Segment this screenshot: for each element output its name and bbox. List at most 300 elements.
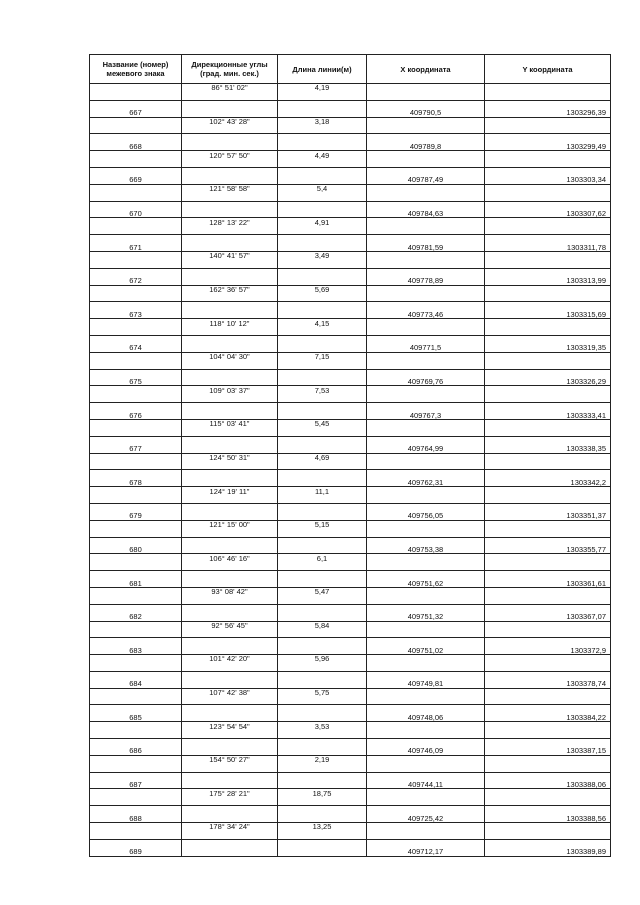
x-coordinate-cell-text: 409781,59 bbox=[407, 242, 444, 252]
point-name-cell bbox=[90, 335, 182, 352]
segment-row bbox=[90, 789, 611, 806]
point-name-cell-text: 679 bbox=[129, 511, 142, 521]
segment-name-cell bbox=[90, 520, 182, 537]
direction-angle-cell-text: 107° 42' 38" bbox=[209, 688, 250, 698]
direction-angle-cell bbox=[182, 285, 278, 302]
segment-y-cell bbox=[485, 755, 611, 772]
segment-y-cell bbox=[485, 352, 611, 369]
line-length-cell bbox=[278, 352, 367, 369]
y-coordinate-cell bbox=[485, 403, 611, 420]
segment-name-cell bbox=[90, 453, 182, 470]
x-coordinate-cell-text: 409771,5 bbox=[409, 343, 442, 353]
point-angle-cell bbox=[182, 671, 278, 688]
x-coordinate-cell bbox=[367, 335, 485, 352]
line-length-cell bbox=[278, 587, 367, 604]
x-coordinate-cell bbox=[367, 705, 485, 722]
line-length-cell-text: 5,4 bbox=[316, 184, 328, 194]
segment-name-cell bbox=[90, 218, 182, 235]
segment-row bbox=[90, 218, 611, 235]
segment-name-cell bbox=[90, 823, 182, 840]
point-name-cell bbox=[90, 134, 182, 151]
line-length-cell bbox=[278, 688, 367, 705]
direction-angle-cell bbox=[182, 655, 278, 672]
point-row bbox=[90, 302, 611, 319]
direction-angle-cell bbox=[182, 184, 278, 201]
direction-angle-cell bbox=[182, 587, 278, 604]
segment-row bbox=[90, 84, 611, 101]
direction-angle-cell bbox=[182, 520, 278, 537]
point-angle-cell bbox=[182, 739, 278, 756]
direction-angle-cell bbox=[182, 151, 278, 168]
point-row bbox=[90, 268, 611, 285]
segment-y-cell bbox=[485, 419, 611, 436]
point-row bbox=[90, 571, 611, 588]
segment-row bbox=[90, 587, 611, 604]
y-coordinate-cell bbox=[485, 604, 611, 621]
point-row bbox=[90, 503, 611, 520]
header-direction-angle: Дирекционные углы (град. мин. сек.) bbox=[182, 55, 278, 84]
segment-x-cell bbox=[367, 655, 485, 672]
point-name-cell bbox=[90, 268, 182, 285]
y-coordinate-cell-text: 1303299,49 bbox=[566, 141, 606, 151]
segment-name-cell bbox=[90, 151, 182, 168]
y-coordinate-cell-text: 1303307,62 bbox=[566, 208, 606, 218]
point-name-cell-text: 681 bbox=[129, 578, 142, 588]
point-row bbox=[90, 369, 611, 386]
point-angle-cell bbox=[182, 638, 278, 655]
segment-x-cell bbox=[367, 487, 485, 504]
line-length-cell bbox=[278, 655, 367, 672]
y-coordinate-cell-text: 1303378,74 bbox=[566, 679, 606, 689]
point-length-cell bbox=[278, 201, 367, 218]
y-coordinate-cell-text: 1303296,39 bbox=[566, 108, 606, 118]
segment-name-cell bbox=[90, 688, 182, 705]
line-length-cell-text: 18,75 bbox=[312, 788, 332, 798]
point-angle-cell bbox=[182, 235, 278, 252]
segment-x-cell bbox=[367, 722, 485, 739]
y-coordinate-cell bbox=[485, 671, 611, 688]
y-coordinate-cell-text: 1303389,89 bbox=[566, 847, 606, 857]
point-row bbox=[90, 772, 611, 789]
point-length-cell bbox=[278, 671, 367, 688]
y-coordinate-cell bbox=[485, 201, 611, 218]
segment-row bbox=[90, 419, 611, 436]
point-name-cell bbox=[90, 739, 182, 756]
direction-angle-cell bbox=[182, 419, 278, 436]
direction-angle-cell-text: 121° 58' 58" bbox=[209, 184, 250, 194]
direction-angle-cell-text: 106° 46' 16" bbox=[209, 553, 250, 563]
segment-x-cell bbox=[367, 218, 485, 235]
y-coordinate-cell-text: 1303319,35 bbox=[566, 343, 606, 353]
direction-angle-cell bbox=[182, 117, 278, 134]
point-name-cell-text: 682 bbox=[129, 612, 142, 622]
line-length-cell bbox=[278, 184, 367, 201]
line-length-cell-text: 4,69 bbox=[314, 452, 330, 462]
segment-y-cell bbox=[485, 487, 611, 504]
segment-name-cell bbox=[90, 722, 182, 739]
point-angle-cell bbox=[182, 537, 278, 554]
line-length-cell bbox=[278, 251, 367, 268]
y-coordinate-cell bbox=[485, 100, 611, 117]
header-point-name: Название (номер) межевого знака bbox=[90, 55, 182, 84]
x-coordinate-cell-text: 409773,46 bbox=[407, 309, 444, 319]
segment-x-cell bbox=[367, 84, 485, 101]
segment-y-cell bbox=[485, 251, 611, 268]
direction-angle-cell bbox=[182, 823, 278, 840]
x-coordinate-cell bbox=[367, 806, 485, 823]
segment-row bbox=[90, 319, 611, 336]
segment-x-cell bbox=[367, 352, 485, 369]
line-length-cell bbox=[278, 621, 367, 638]
y-coordinate-cell bbox=[485, 436, 611, 453]
x-coordinate-cell-text: 409790,5 bbox=[409, 108, 442, 118]
segment-name-cell bbox=[90, 789, 182, 806]
segment-row bbox=[90, 755, 611, 772]
point-row bbox=[90, 167, 611, 184]
direction-angle-cell bbox=[182, 722, 278, 739]
direction-angle-cell bbox=[182, 386, 278, 403]
y-coordinate-cell-text: 1303338,35 bbox=[566, 444, 606, 454]
point-name-cell-text: 674 bbox=[129, 343, 142, 353]
point-name-cell bbox=[90, 403, 182, 420]
point-angle-cell bbox=[182, 772, 278, 789]
segment-y-cell bbox=[485, 655, 611, 672]
line-length-cell-text: 4,19 bbox=[314, 83, 330, 93]
y-coordinate-cell bbox=[485, 503, 611, 520]
point-row bbox=[90, 839, 611, 856]
segment-y-cell bbox=[485, 386, 611, 403]
segment-name-cell bbox=[90, 184, 182, 201]
segment-name-cell bbox=[90, 419, 182, 436]
direction-angle-cell-text: 124° 19' 11" bbox=[209, 486, 250, 496]
line-length-cell bbox=[278, 789, 367, 806]
x-coordinate-cell-text: 409764,99 bbox=[407, 444, 444, 454]
point-name-cell-text: 668 bbox=[129, 141, 142, 151]
point-angle-cell bbox=[182, 806, 278, 823]
point-name-cell bbox=[90, 839, 182, 856]
x-coordinate-cell-text: 409767,3 bbox=[409, 410, 442, 420]
segment-y-cell bbox=[485, 688, 611, 705]
point-length-cell bbox=[278, 739, 367, 756]
point-length-cell bbox=[278, 571, 367, 588]
x-coordinate-cell bbox=[367, 302, 485, 319]
point-row bbox=[90, 671, 611, 688]
point-name-cell-text: 677 bbox=[129, 444, 142, 454]
point-name-cell-text: 684 bbox=[129, 679, 142, 689]
line-length-cell-text: 3,49 bbox=[314, 251, 330, 261]
segment-y-cell bbox=[485, 554, 611, 571]
point-row bbox=[90, 705, 611, 722]
point-row bbox=[90, 537, 611, 554]
segment-name-cell bbox=[90, 84, 182, 101]
line-length-cell bbox=[278, 285, 367, 302]
point-row bbox=[90, 638, 611, 655]
y-coordinate-cell-text: 1303388,56 bbox=[566, 813, 606, 823]
line-length-cell bbox=[278, 722, 367, 739]
x-coordinate-cell bbox=[367, 134, 485, 151]
direction-angle-cell-text: 162° 36' 57" bbox=[209, 284, 250, 294]
line-length-cell-text: 4,15 bbox=[314, 318, 330, 328]
x-coordinate-cell-text: 409751,62 bbox=[407, 578, 444, 588]
point-length-cell bbox=[278, 369, 367, 386]
x-coordinate-cell bbox=[367, 167, 485, 184]
direction-angle-cell bbox=[182, 688, 278, 705]
point-row bbox=[90, 201, 611, 218]
segment-row bbox=[90, 487, 611, 504]
point-length-cell bbox=[278, 537, 367, 554]
direction-angle-cell bbox=[182, 789, 278, 806]
y-coordinate-cell bbox=[485, 369, 611, 386]
point-row bbox=[90, 235, 611, 252]
direction-angle-cell-text: 121° 15' 00" bbox=[209, 520, 250, 530]
y-coordinate-cell-text: 1303315,69 bbox=[566, 309, 606, 319]
x-coordinate-cell bbox=[367, 201, 485, 218]
point-name-cell-text: 673 bbox=[129, 309, 142, 319]
line-length-cell bbox=[278, 755, 367, 772]
y-coordinate-cell bbox=[485, 705, 611, 722]
segment-row bbox=[90, 823, 611, 840]
point-length-cell bbox=[278, 806, 367, 823]
point-length-cell bbox=[278, 335, 367, 352]
x-coordinate-cell bbox=[367, 268, 485, 285]
header-line-length: Длина линии(м) bbox=[278, 55, 367, 84]
x-coordinate-cell bbox=[367, 470, 485, 487]
x-coordinate-cell-text: 409756,05 bbox=[407, 511, 444, 521]
segment-x-cell bbox=[367, 319, 485, 336]
y-coordinate-cell-text: 1303388,06 bbox=[566, 780, 606, 790]
segment-y-cell bbox=[485, 84, 611, 101]
x-coordinate-cell bbox=[367, 772, 485, 789]
segment-y-cell bbox=[485, 218, 611, 235]
segment-name-cell bbox=[90, 352, 182, 369]
direction-angle-cell-text: 93° 08' 42" bbox=[211, 587, 248, 597]
x-coordinate-cell-text: 409778,89 bbox=[407, 276, 444, 286]
point-name-cell-text: 683 bbox=[129, 645, 142, 655]
point-length-cell bbox=[278, 638, 367, 655]
y-coordinate-cell-text: 1303313,99 bbox=[566, 276, 606, 286]
point-angle-cell bbox=[182, 705, 278, 722]
x-coordinate-cell-text: 409746,09 bbox=[407, 746, 444, 756]
x-coordinate-cell bbox=[367, 436, 485, 453]
x-coordinate-cell bbox=[367, 604, 485, 621]
y-coordinate-cell-text: 1303342,2 bbox=[570, 477, 606, 487]
line-length-cell-text: 6,1 bbox=[316, 553, 328, 563]
segment-y-cell bbox=[485, 789, 611, 806]
segment-name-cell bbox=[90, 117, 182, 134]
table-body bbox=[90, 84, 611, 857]
x-coordinate-cell-text: 409784,63 bbox=[407, 208, 444, 218]
segment-row bbox=[90, 251, 611, 268]
point-angle-cell bbox=[182, 571, 278, 588]
point-length-cell bbox=[278, 436, 367, 453]
y-coordinate-cell bbox=[485, 806, 611, 823]
line-length-cell-text: 3,53 bbox=[314, 721, 330, 731]
segment-name-cell bbox=[90, 655, 182, 672]
x-coordinate-cell-text: 409749,81 bbox=[407, 679, 444, 689]
y-coordinate-cell bbox=[485, 134, 611, 151]
point-length-cell bbox=[278, 100, 367, 117]
point-angle-cell bbox=[182, 167, 278, 184]
point-name-cell-text: 678 bbox=[129, 477, 142, 487]
x-coordinate-cell-text: 409725,42 bbox=[407, 813, 444, 823]
direction-angle-cell-text: 86° 51' 02" bbox=[211, 83, 248, 93]
x-coordinate-cell bbox=[367, 671, 485, 688]
segment-x-cell bbox=[367, 520, 485, 537]
x-coordinate-cell-text: 409744,11 bbox=[408, 780, 443, 790]
segment-y-cell bbox=[485, 184, 611, 201]
direction-angle-cell bbox=[182, 352, 278, 369]
segment-x-cell bbox=[367, 251, 485, 268]
segment-x-cell bbox=[367, 285, 485, 302]
direction-angle-cell-text: 124° 50' 31" bbox=[209, 452, 250, 462]
direction-angle-cell-text: 92° 56' 45" bbox=[211, 620, 248, 630]
line-length-cell-text: 13,25 bbox=[312, 822, 332, 832]
x-coordinate-cell bbox=[367, 403, 485, 420]
point-name-cell-text: 672 bbox=[129, 276, 142, 286]
point-row bbox=[90, 134, 611, 151]
segment-x-cell bbox=[367, 453, 485, 470]
y-coordinate-cell bbox=[485, 571, 611, 588]
point-name-cell bbox=[90, 705, 182, 722]
y-coordinate-cell-text: 1303367,07 bbox=[566, 612, 606, 622]
line-length-cell bbox=[278, 319, 367, 336]
table-header-row bbox=[90, 55, 611, 84]
direction-angle-cell-text: 123° 54' 54" bbox=[209, 721, 250, 731]
point-row bbox=[90, 604, 611, 621]
y-coordinate-cell-text: 1303387,15 bbox=[566, 746, 606, 756]
point-row bbox=[90, 100, 611, 117]
point-row bbox=[90, 470, 611, 487]
point-name-cell bbox=[90, 604, 182, 621]
direction-angle-cell bbox=[182, 554, 278, 571]
line-length-cell-text: 5,84 bbox=[314, 620, 330, 630]
point-name-cell-text: 669 bbox=[129, 175, 142, 185]
line-length-cell-text: 7,15 bbox=[314, 352, 330, 362]
segment-name-cell bbox=[90, 319, 182, 336]
x-coordinate-cell bbox=[367, 100, 485, 117]
segment-x-cell bbox=[367, 554, 485, 571]
segment-row bbox=[90, 520, 611, 537]
segment-row bbox=[90, 151, 611, 168]
y-coordinate-cell bbox=[485, 268, 611, 285]
x-coordinate-cell-text: 409751,32 bbox=[407, 612, 444, 622]
point-length-cell bbox=[278, 403, 367, 420]
direction-angle-cell-text: 175° 28' 21" bbox=[209, 788, 250, 798]
segment-x-cell bbox=[367, 587, 485, 604]
y-coordinate-cell bbox=[485, 335, 611, 352]
direction-angle-cell-text: 140° 41' 57" bbox=[209, 251, 250, 261]
y-coordinate-cell-text: 1303326,29 bbox=[566, 376, 606, 386]
segment-x-cell bbox=[367, 789, 485, 806]
direction-angle-cell bbox=[182, 755, 278, 772]
point-length-cell bbox=[278, 772, 367, 789]
point-angle-cell bbox=[182, 839, 278, 856]
y-coordinate-cell-text: 1303361,61 bbox=[566, 578, 606, 588]
line-length-cell-text: 5,15 bbox=[314, 520, 330, 530]
line-length-cell-text: 4,49 bbox=[314, 150, 330, 160]
y-coordinate-cell-text: 1303351,37 bbox=[566, 511, 606, 521]
y-coordinate-cell-text: 1303384,22 bbox=[566, 712, 606, 722]
point-length-cell bbox=[278, 839, 367, 856]
direction-angle-cell bbox=[182, 487, 278, 504]
direction-angle-cell bbox=[182, 319, 278, 336]
segment-x-cell bbox=[367, 386, 485, 403]
point-length-cell bbox=[278, 503, 367, 520]
segment-x-cell bbox=[367, 823, 485, 840]
line-length-cell-text: 5,47 bbox=[314, 587, 330, 597]
y-coordinate-cell-text: 1303311,78 bbox=[566, 242, 606, 252]
line-length-cell bbox=[278, 84, 367, 101]
x-coordinate-cell bbox=[367, 839, 485, 856]
point-name-cell bbox=[90, 470, 182, 487]
line-length-cell bbox=[278, 487, 367, 504]
point-name-cell-text: 680 bbox=[129, 544, 142, 554]
direction-angle-cell-text: 104° 04' 30" bbox=[209, 352, 250, 362]
point-angle-cell bbox=[182, 100, 278, 117]
y-coordinate-cell bbox=[485, 302, 611, 319]
segment-row bbox=[90, 352, 611, 369]
line-length-cell bbox=[278, 419, 367, 436]
segment-name-cell bbox=[90, 755, 182, 772]
segment-name-cell bbox=[90, 554, 182, 571]
segment-y-cell bbox=[485, 621, 611, 638]
line-length-cell-text: 11,1 bbox=[314, 486, 330, 496]
point-angle-cell bbox=[182, 134, 278, 151]
y-coordinate-cell-text: 1303355,77 bbox=[566, 544, 606, 554]
line-length-cell-text: 3,18 bbox=[314, 116, 330, 126]
x-coordinate-cell-text: 409751,02 bbox=[407, 645, 444, 655]
segment-y-cell bbox=[485, 285, 611, 302]
direction-angle-cell-text: 118° 10' 12" bbox=[209, 318, 250, 328]
point-length-cell bbox=[278, 167, 367, 184]
point-name-cell bbox=[90, 167, 182, 184]
direction-angle-cell-text: 109° 03' 37" bbox=[209, 385, 250, 395]
line-length-cell bbox=[278, 823, 367, 840]
segment-row bbox=[90, 285, 611, 302]
point-angle-cell bbox=[182, 201, 278, 218]
point-name-cell-text: 686 bbox=[129, 746, 142, 756]
line-length-cell-text: 5,45 bbox=[314, 419, 330, 429]
x-coordinate-cell bbox=[367, 235, 485, 252]
point-row bbox=[90, 335, 611, 352]
direction-angle-cell-text: 115° 03' 41" bbox=[209, 419, 250, 429]
point-angle-cell bbox=[182, 503, 278, 520]
segment-y-cell bbox=[485, 453, 611, 470]
point-length-cell bbox=[278, 268, 367, 285]
segment-x-cell bbox=[367, 621, 485, 638]
point-name-cell bbox=[90, 100, 182, 117]
direction-angle-cell bbox=[182, 621, 278, 638]
direction-angle-cell bbox=[182, 251, 278, 268]
point-angle-cell bbox=[182, 470, 278, 487]
line-length-cell bbox=[278, 386, 367, 403]
point-length-cell bbox=[278, 705, 367, 722]
direction-angle-cell bbox=[182, 453, 278, 470]
point-angle-cell bbox=[182, 403, 278, 420]
point-name-cell bbox=[90, 537, 182, 554]
line-length-cell bbox=[278, 453, 367, 470]
point-length-cell bbox=[278, 302, 367, 319]
line-length-cell-text: 5,75 bbox=[314, 688, 330, 698]
point-name-cell-text: 667 bbox=[129, 108, 142, 118]
y-coordinate-cell bbox=[485, 167, 611, 184]
x-coordinate-cell-text: 409787,49 bbox=[407, 175, 444, 185]
y-coordinate-cell-text: 1303303,34 bbox=[566, 175, 606, 185]
point-angle-cell bbox=[182, 268, 278, 285]
line-length-cell-text: 5,69 bbox=[314, 284, 330, 294]
line-length-cell bbox=[278, 117, 367, 134]
direction-angle-cell-text: 120° 57' 50" bbox=[209, 150, 250, 160]
